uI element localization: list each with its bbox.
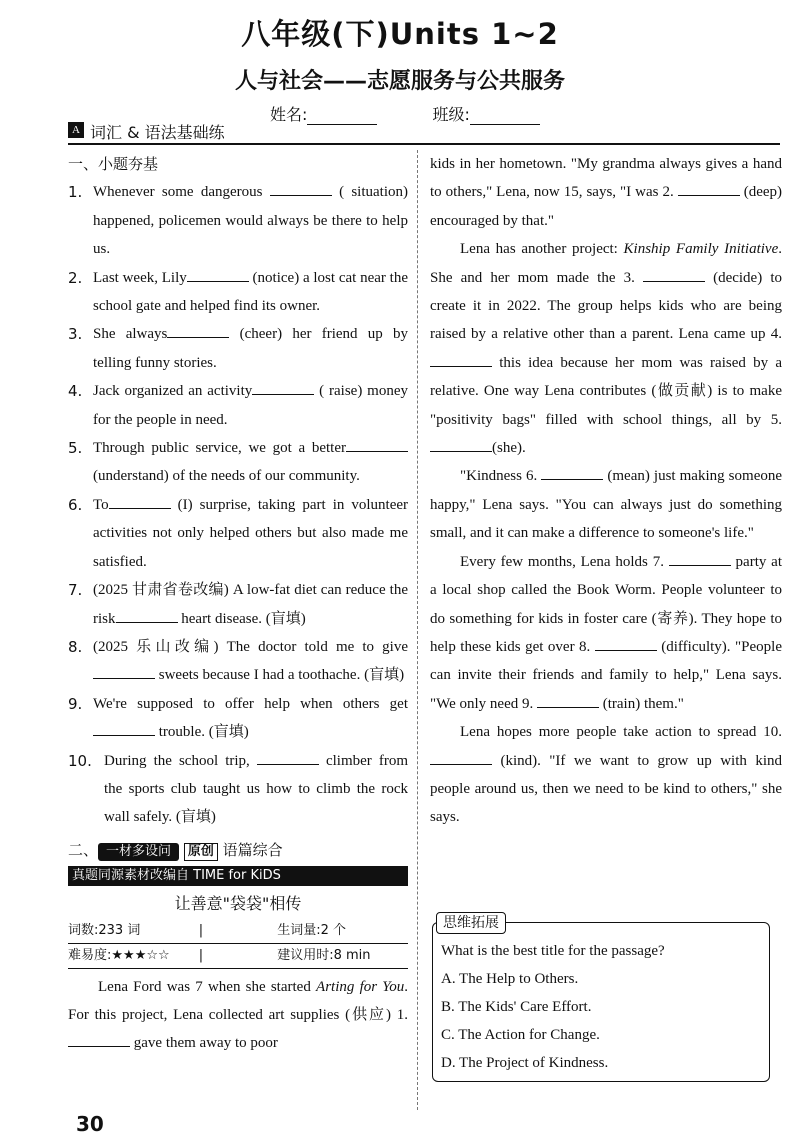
answer-blank[interactable] <box>669 551 731 566</box>
answer-blank[interactable] <box>270 181 332 196</box>
right-column <box>430 150 782 832</box>
original-tag: 原创 <box>184 843 218 861</box>
question-5: 5. Through public service, we got a better (understand) of the needs of our community. <box>68 434 408 491</box>
thinking-box <box>432 922 770 1082</box>
answer-blank[interactable] <box>93 664 155 679</box>
section-header <box>68 119 780 145</box>
question-10: 10. During the school trip, climber from the sports club taught us how to climb the rock wall safely. (盲填) <box>68 751 408 826</box>
answer-blank[interactable] <box>93 721 155 736</box>
question-7: 7. (2025 甘肃省卷改编) A low-fat diet can reduce the risk heart disease. (盲填) <box>68 581 408 627</box>
answer-blank[interactable] <box>537 693 599 708</box>
answer-blank[interactable] <box>430 352 492 367</box>
answer-blank[interactable] <box>346 437 408 452</box>
passage-paragraph-4: Every few months, Lena holds 7. party at a local shop called the Book Worm. People volunteer to do something for kids in foster care (寄养). They hope to help these kids get over 8. (difficulty). "People can invite their friends and family to help," Lena says. "We only need 9. (train) them." <box>430 548 782 718</box>
column-divider <box>417 150 419 1110</box>
question-1: 1. Whenever some dangerous ( situation) happened, policemen would always be there to help us. <box>68 183 408 258</box>
option-c[interactable]: C. The Action for Change. <box>441 1027 600 1043</box>
source-bar: 真题同源素材改编自 TIME for KiDS <box>68 866 408 886</box>
passage-paragraph-3: "Kindness 6. (mean) just making someone happy," Lena says. "You can always just do something small, and it can make a difference to someone's life." <box>430 462 782 547</box>
answer-blank[interactable] <box>541 465 603 480</box>
answer-blank[interactable] <box>167 323 229 338</box>
part2-heading: 二、 一材多设问 原创 语篇综合 <box>68 840 283 859</box>
passage-title: 让善意"袋袋"相传 <box>174 894 302 914</box>
passage-meta-1: 词数:233 词 | 生词量:2 个 <box>68 919 408 944</box>
option-d[interactable]: D. The Project of Kindness. <box>441 1055 609 1071</box>
left-column <box>68 150 408 1058</box>
page-number: 30 <box>76 1112 104 1136</box>
answer-blank[interactable] <box>187 267 249 282</box>
question-8: 8. (2025 乐山改编) The doctor told me to give sweets because I had a toothache. (盲填) <box>68 637 408 684</box>
page-subtitle: 人与社会——志愿服务与公共服务 <box>234 69 565 94</box>
question-4: 4. Jack organized an activity ( raise) money for the people in need. <box>68 382 409 428</box>
answer-blank[interactable] <box>116 608 178 623</box>
question-3: 3. She always (cheer) her friend up by telling funny stories. <box>68 325 408 371</box>
section-label: 词汇 & 语法基础练 <box>90 123 225 142</box>
name-label: 姓名: <box>270 105 308 124</box>
answer-blank[interactable] <box>430 437 492 452</box>
page-title: 八年级(下)Units 1~2 <box>241 17 559 51</box>
answer-blank[interactable] <box>252 380 314 395</box>
class-label: 班级: <box>432 105 470 124</box>
section-icon: A <box>68 122 84 138</box>
passage-paragraph-1b: kids in her hometown. "My grandma always gives a hand to others," Lena, now 15, says, "I was 2. (deep) encouraged by that." <box>430 156 783 229</box>
option-a[interactable]: A. The Help to Others. <box>441 971 579 987</box>
option-b[interactable]: B. The Kids' Care Effort. <box>441 999 592 1015</box>
passage-paragraph-5: Lena hopes more people take action to spread 10. (kind). "If we want to grow up with kind people around us, then we need to be kind to others," she says. <box>430 724 783 826</box>
thinking-title: 思维拓展 <box>436 912 506 934</box>
one-material-tag: 一材多设问 <box>98 843 179 861</box>
part1-heading: 一、小题夯基 <box>68 155 159 173</box>
passage-paragraph-2: Lena has another project: Kinship Family Initiative. She and her mom made the 3. (decide) to create it in 2022. The group helps kids who are being raised by a relative other than a parent. Lena came up 4. this idea because her mom was raised by a relative. One way Lena contributes (做贡献) is to make "positivity bags" filled with school things, all by 5. (she). <box>430 241 782 457</box>
thinking-question: What is the best title for the passage? <box>441 943 665 959</box>
answer-blank[interactable] <box>643 267 705 282</box>
passage-meta-2: 难易度:★★★☆☆ | 建议用时:8 min <box>68 944 408 969</box>
answer-blank[interactable] <box>257 750 319 765</box>
answer-blank[interactable] <box>109 494 171 509</box>
answer-blank[interactable] <box>678 181 740 196</box>
question-6: 6. To (I) surprise, taking part in volunteer activities not only helped others but also made me satisfied. <box>68 495 409 570</box>
question-9: 9. We're supposed to offer help when others get trouble. (盲填) <box>68 694 408 741</box>
passage-paragraph-1a: Lena Ford was 7 when she started Arting for You. For this project, Lena collected art supplies (供应) 1. gave them away to poor <box>68 978 408 1052</box>
question-2: 2. Last week, Lily (notice) a lost cat near the school gate and helped find its owner. <box>68 268 408 315</box>
answer-blank[interactable] <box>430 750 492 765</box>
answer-blank[interactable] <box>595 636 657 651</box>
answer-blank[interactable] <box>68 1032 130 1047</box>
